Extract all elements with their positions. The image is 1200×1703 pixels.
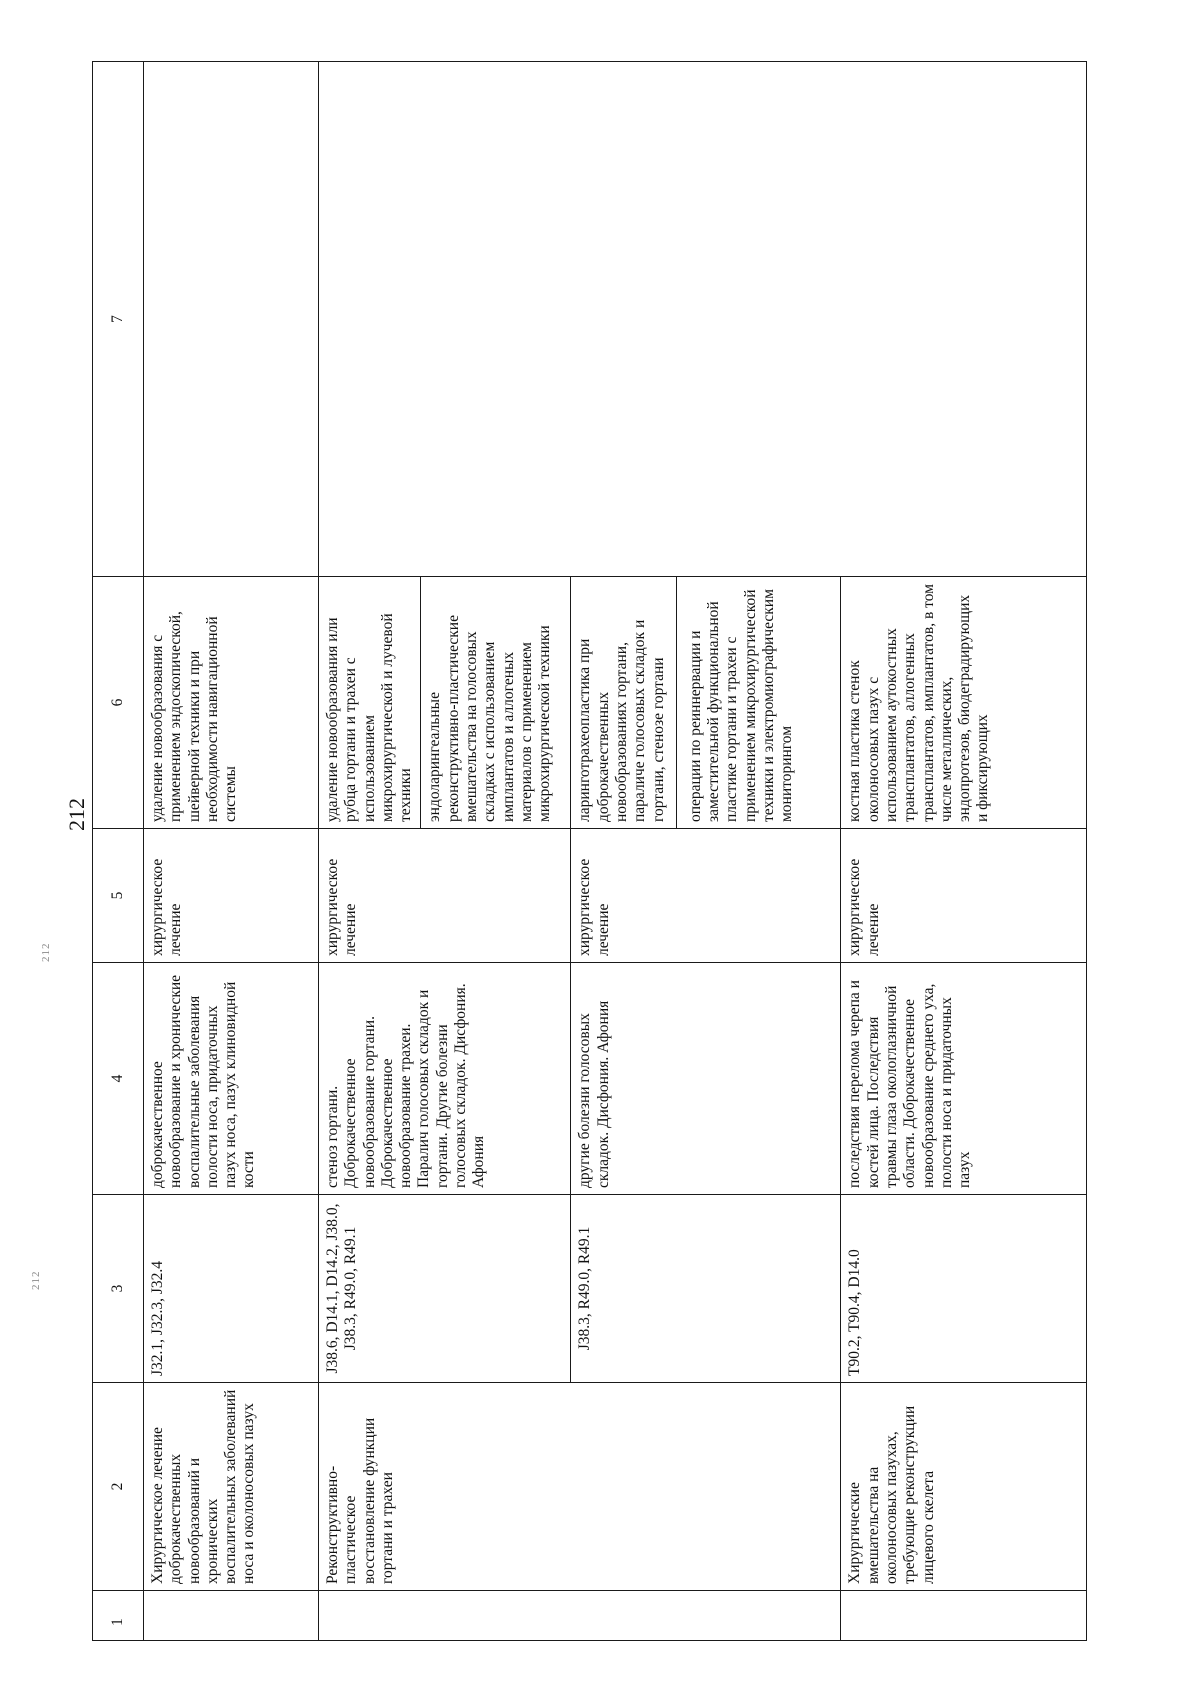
method-text: операции по реиннервации и заместительной функциональной пластике гортани и трахеи с применением микрохирургической техники и электромиографическим мониторингом	[676, 577, 797, 828]
page-number: 212	[64, 798, 89, 831]
faint-stamp-mark-secondary: 212	[30, 1270, 42, 1290]
method-cell: удаление новообразования или рубца гортани и трахеи с использованием микрохирургической и лучевой техники	[319, 577, 421, 829]
table-header-row	[93, 62, 144, 1641]
diagnosis-cell: другие болезни голосовых складок. Дисфония. Афония	[571, 963, 841, 1195]
column-header: 7	[93, 62, 144, 577]
column-header: 5	[93, 829, 144, 963]
treatment-type-cell: хирургическое лечение	[319, 829, 571, 963]
row-number-cell	[319, 1591, 841, 1641]
icd-codes-cell: J32.1, J32.3, J32.4	[144, 1195, 319, 1383]
row-number-cell	[144, 1591, 319, 1641]
table-row	[319, 62, 421, 1641]
treatment-type-cell: хирургическое лечение	[841, 829, 1087, 963]
column-header: 2	[93, 1383, 144, 1591]
icd-codes-cell: J38.6, D14.1, D14.2, J38.0, J38.3, R49.0, R49.1	[319, 1195, 571, 1383]
diagnosis-cell: последствия перелома черепа и костей лица. Последствия травмы глаза окологлазничной области. Доброкачественное новообразование среднего уха, полости носа и придаточных пазух	[841, 963, 1087, 1195]
column-header: 1	[93, 1591, 144, 1641]
row-number-cell	[841, 1591, 1087, 1641]
procedure-group-cell: Хирургическое лечение доброкачественных новообразований и хронических воспалительных заболеваний носа и околоносовых пазух	[144, 1383, 319, 1591]
method-text: ларинготрахеопластика при доброкачественных новообразованиях гортани, параличе голосовых складок и гортани, стенозе гортани	[576, 619, 667, 822]
column-header: 6	[93, 577, 144, 829]
diagnosis-cell: стеноз гортани. Доброкачественное новообразование гортани. Доброкачественное новообразование трахеи. Паралич голосовых складок и гортани. Другие болезни голосовых складок. Дисфония. Афония	[319, 963, 571, 1195]
method-cell: удаление новообразования с применением эндоскопической, шейверной техники и при необходимости навигационной системы	[144, 577, 319, 829]
treatment-type-cell: хирургическое лечение	[144, 829, 319, 963]
method-cell	[571, 577, 841, 829]
empty-cell	[144, 62, 319, 577]
column-header: 4	[93, 963, 144, 1195]
column-header: 3	[93, 1195, 144, 1383]
medical-procedures-table	[92, 61, 1087, 1641]
empty-cell	[319, 62, 1087, 577]
method-cell: костная пластика стенок околоносовых пазух с использованием аутокостных трансплантатов, аллогенных трансплантатов, имплантатов, в том числе металлических, эндопротезов, биодеградирующих и фиксирующих	[841, 577, 1087, 829]
method-cell: эндоларингеальные реконструктивно-пластические вмешательства на голосовых складках с использованием имплантатов и аллогеных материалов с применением микрохирургической техники	[421, 577, 571, 829]
table-row	[144, 62, 319, 1641]
icd-codes-cell: J38.3, R49.0, R49.1	[571, 1195, 841, 1383]
icd-codes-cell: T90.2, T90.4, D14.0	[841, 1195, 1087, 1383]
procedure-group-cell: Реконструктивно-пластическое восстановление функции гортани и трахеи	[319, 1383, 841, 1591]
rotated-table-container	[92, 61, 1087, 1641]
diagnosis-cell: доброкачественное новообразование и хронические воспалительные заболевания полости носа, придаточных пазух носа, пазух клиновидной кости	[144, 963, 319, 1195]
faint-stamp-mark: 212	[40, 942, 52, 962]
procedure-group-cell: Хирургические вмешательства на околоносовых пазухах, требующие реконструкции лицевого скелета	[841, 1383, 1087, 1591]
treatment-type-cell: хирургическое лечение	[571, 829, 841, 963]
